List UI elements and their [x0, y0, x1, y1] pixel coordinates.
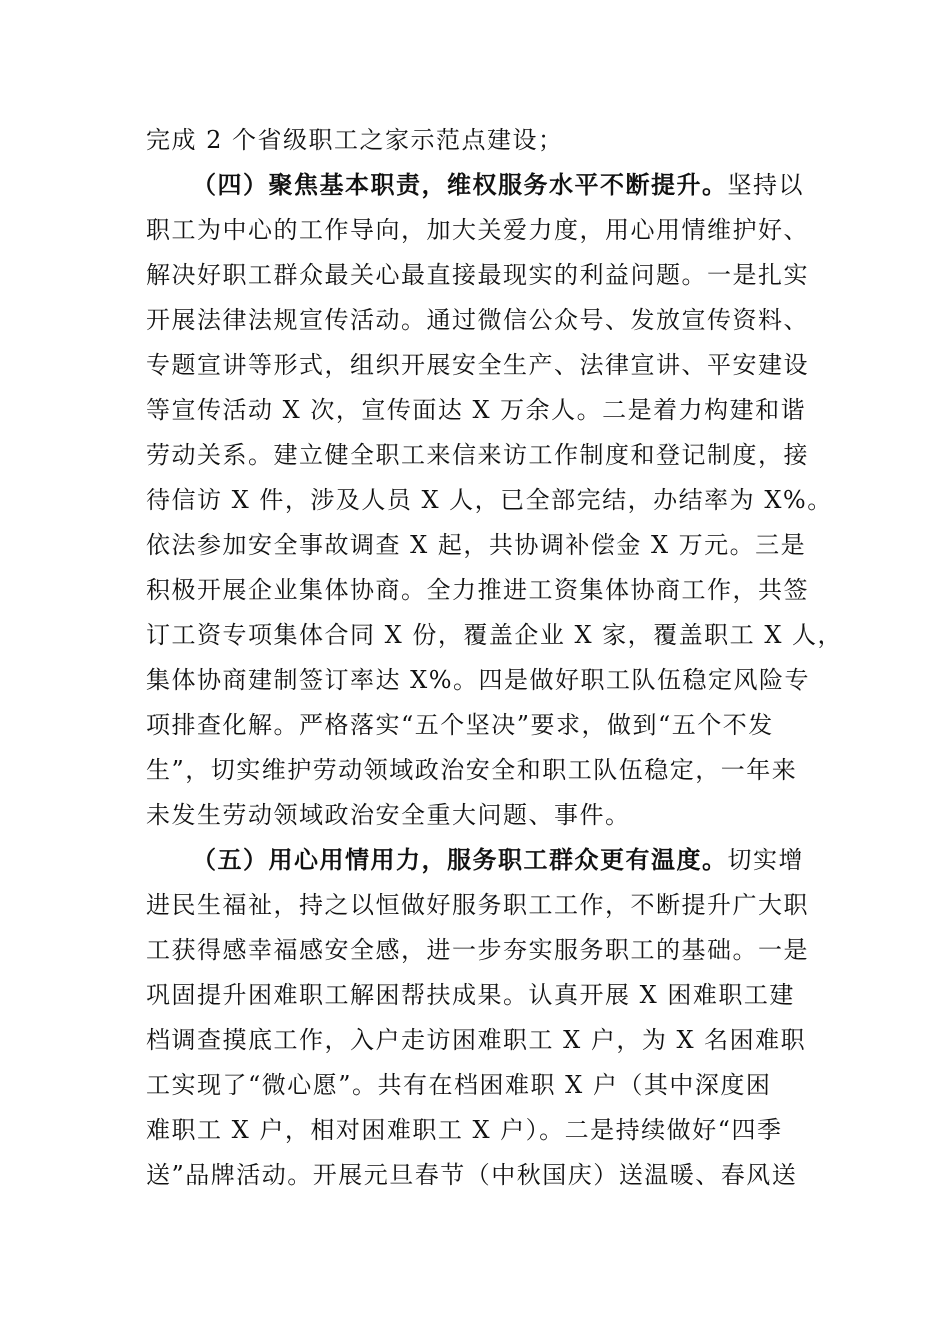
text-line: 完成 2 个省级职工之家示范点建设； — [146, 126, 564, 154]
text-line: 工获得感幸福感安全感，进一步夯实服务职工的基础。一是 — [146, 936, 809, 964]
text-line: 档调查摸底工作，入户走访困难职工 X 户，为 X 名困难职 — [146, 1026, 807, 1054]
text-line: 职工为中心的工作导向，加大关爱力度，用心用情维护好、 — [146, 216, 809, 244]
text-line: 工实现了“微心愿”。共有在档困难职 X 户（其中深度困 — [146, 1071, 772, 1099]
text-line: 巩固提升困难职工解困帮扶成果。认真开展 X 困难职工建 — [146, 981, 795, 1009]
text-line: 难职工 X 户，相对困难职工 X 户）。二是持续做好“四季 — [146, 1116, 783, 1144]
text-line: 项排查化解。严格落实“五个坚决”要求，做到“五个不发 — [146, 711, 774, 739]
text-line: 订工资专项集体合同 X 份，覆盖企业 X 家，覆盖职工 X 人， — [146, 621, 844, 649]
text-span: 切实增 — [727, 846, 804, 874]
text-line: 集体协商建制签订率达 X%。四是做好职工队伍稳定风险专 — [146, 666, 811, 694]
text-line: 等宣传活动 X 次，宣传面达 X 万余人。二是着力构建和谐 — [146, 396, 807, 424]
text-line: 依法参加安全事故调查 X 起，共协调补偿金 X 万元。三是 — [146, 531, 807, 559]
section-five-heading: （五）用心用情用力，服务职工群众更有温度。 — [192, 845, 728, 874]
text-line: 送”品牌活动。开展元旦春节（中秋国庆）送温暖、春风送 — [146, 1161, 798, 1189]
text-line: 未发生劳动领域政治安全重大问题、事件。 — [146, 801, 631, 829]
text-line: 解决好职工群众最关心最直接最现实的利益问题。一是扎实 — [146, 261, 809, 289]
section-four-line — [192, 170, 806, 200]
section-five-line — [192, 845, 806, 875]
section-four-heading: （四）聚焦基本职责，维权服务水平不断提升。 — [192, 170, 728, 199]
text-line: 专题宣讲等形式，组织开展安全生产、法律宣讲、平安建设 — [146, 351, 809, 379]
text-line: 积极开展企业集体协商。全力推进工资集体协商工作，共签 — [146, 576, 809, 604]
text-line: 待信访 X 件，涉及人员 X 人，已全部完结，办结率为 X%。 — [146, 486, 833, 514]
text-line: 生”，切实维护劳动领域政治安全和职工队伍稳定，一年来 — [146, 756, 798, 784]
text-line: 劳动关系。建立健全职工来信来访工作制度和登记制度，接 — [146, 441, 809, 469]
text-line: 进民生福祉，持之以恒做好服务职工工作，不断提升广大职 — [146, 891, 809, 919]
text-line: 开展法律法规宣传活动。通过微信公众号、发放宣传资料、 — [146, 306, 809, 334]
text-span: 坚持以 — [727, 171, 804, 199]
